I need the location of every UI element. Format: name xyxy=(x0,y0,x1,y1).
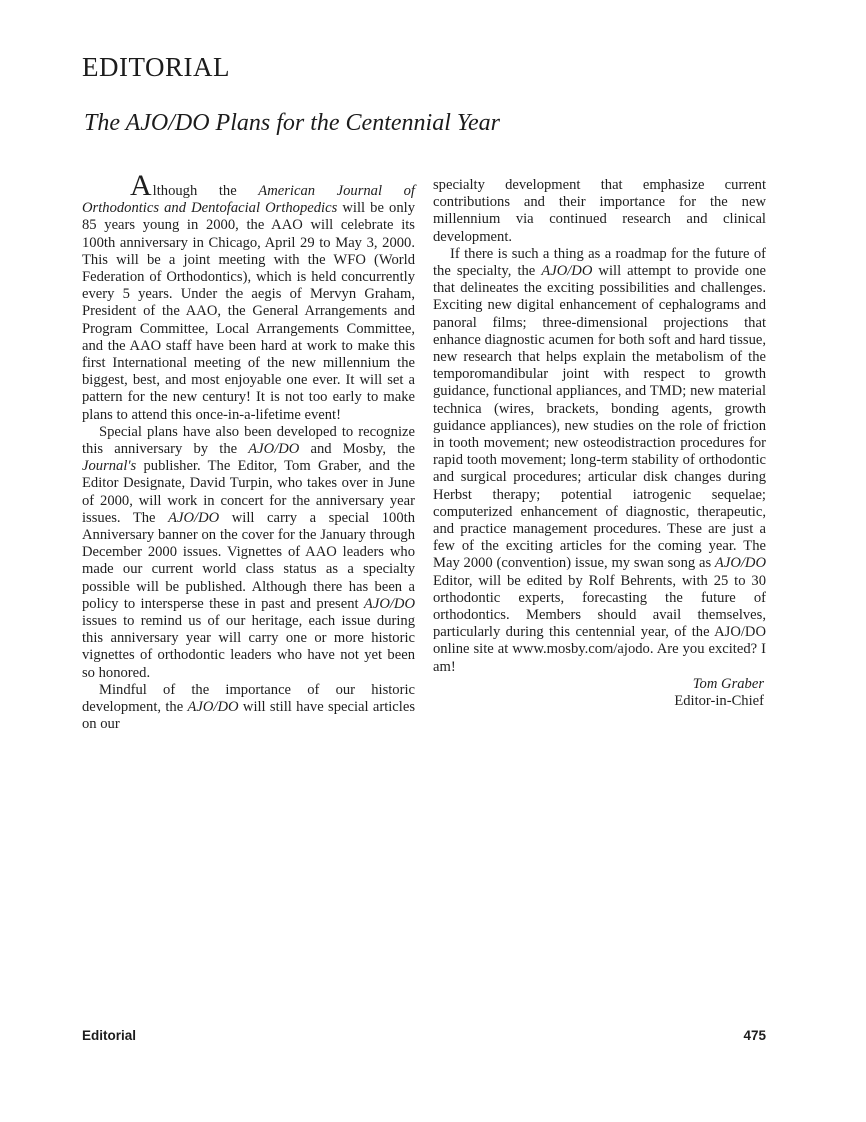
text-column-right xyxy=(433,177,766,734)
text-segment: lthough the xyxy=(152,183,259,199)
italic-text-segment: AJO/DO xyxy=(541,263,593,280)
signature-role: Editor-in-Chief xyxy=(674,693,764,710)
text-segment: Editor, will be edited by Rolf Behrents, with 25 to 30 orthodontic experts, forecasting the future of orthodontics. Members should avail themselves, particularly during this centennial year, of the AJO/DO online site at www.mosby.com/ajodo. Are you excited? I am! xyxy=(433,572,766,675)
text-column-left xyxy=(82,169,415,734)
paragraph xyxy=(82,169,415,424)
text-segment: If there is such a thing as a roadmap for the future of the specialty, the xyxy=(433,245,766,280)
italic-text-segment: AJO/DO xyxy=(248,441,300,458)
text-segment: publisher. The Editor, Tom Graber, and the Editor Designate, David Turpin, who takes over in June of 2000, will work in concert for the anniversary year issues. The xyxy=(82,458,415,526)
raised-initial-cap: A xyxy=(130,169,153,202)
text-segment: specialty development that emphasize current contributions and their importance for the new millennium via continued research and clinical development. xyxy=(433,177,766,245)
italic-text-segment: AJO/DO xyxy=(187,699,239,716)
italic-text-segment: AJO/DO xyxy=(714,555,766,572)
text-segment: Mindful of the importance of our historic development, the xyxy=(82,681,415,716)
text-segment: will attempt to provide one that delineates the exciting possibilities and challenges. Exciting new digital enhancement of cephalograms and panoral films; three-dimensional projections that enhance diagnostic acumen for both soft and hard tissue, new research that helps explain the metabolism of the temporomandibular joint with respect to growth guidance, functional appliances, and TMD; new material technica (wires, brackets, bonding agents, growth guidance appliances), new studies on the role of friction in tooth movement; new osteodistraction procedures for rapid tooth movement; long-term stability of orthodontic and surgical procedures; articular disk changes during Herbst therapy; potential iatrogenic sequelae; computerized enhancement of diagnostic, therapeutic, and practice management procedures. These are just a few of the exciting articles for the coming year. The May 2000 (convention) issue, my swan song as xyxy=(433,263,766,572)
italic-text-segment: American Journal of Orthodontics and Dentofacial Orthopedics xyxy=(82,183,415,217)
text-segment: issues to remind us of our heritage, each issue during this anniversary year will carry one or more historic vignettes of orthodontic leaders who have not yet been so honored. xyxy=(82,613,415,681)
italic-text-segment: Journal's xyxy=(82,458,137,475)
italic-text-segment: AJO/DO xyxy=(363,595,415,612)
signature-block xyxy=(433,676,766,710)
page-footer xyxy=(82,1028,766,1043)
text-segment: Special plans have also been developed to recognize this anniversary by the xyxy=(82,423,415,458)
paragraph xyxy=(82,424,415,682)
text-segment: will carry a special 100th Anniversary banner on the cover for the January through December 2000 issues. Vignettes of AAO leaders who made our current world class status as a specialty possible will be published. Although there has been a policy to intersperse these in past and present xyxy=(82,509,415,612)
paragraph xyxy=(82,682,415,734)
text-segment: and Mosby, the xyxy=(299,441,415,458)
footer-running-title: Editorial xyxy=(82,1028,137,1043)
article-title: The AJO/DO Plans for the Centennial Year xyxy=(84,110,500,136)
paragraph xyxy=(433,177,766,246)
paragraph xyxy=(433,246,766,676)
text-segment: will be only 85 years young in 2000, the AAO will celebrate its 100th anniversary in Chicago, April 29 to May 3, 2000. This will be a joint meeting with the WFO (World Federation of Orthodontics), which is held concurrently every 5 years. Under the aegis of Mervyn Graham, President of the AAO, the General Arrangements and Program Committee, Local Arrangements Committee, and the AAO staff have been hard at work to make this first International meeting of the new millennium the biggest, best, and most enjoyable one ever. It will set a pattern for the new century! It is not too early to make plans to attend this once-in-a-lifetime event! xyxy=(82,200,415,423)
article-body xyxy=(82,169,766,734)
page-number: 475 xyxy=(743,1028,766,1043)
section-heading: EDITORIAL xyxy=(82,52,230,82)
italic-text-segment: AJO/DO xyxy=(168,509,220,526)
text-segment: will still have special articles on our xyxy=(82,699,415,733)
signature-name: Tom Graber xyxy=(692,675,764,692)
